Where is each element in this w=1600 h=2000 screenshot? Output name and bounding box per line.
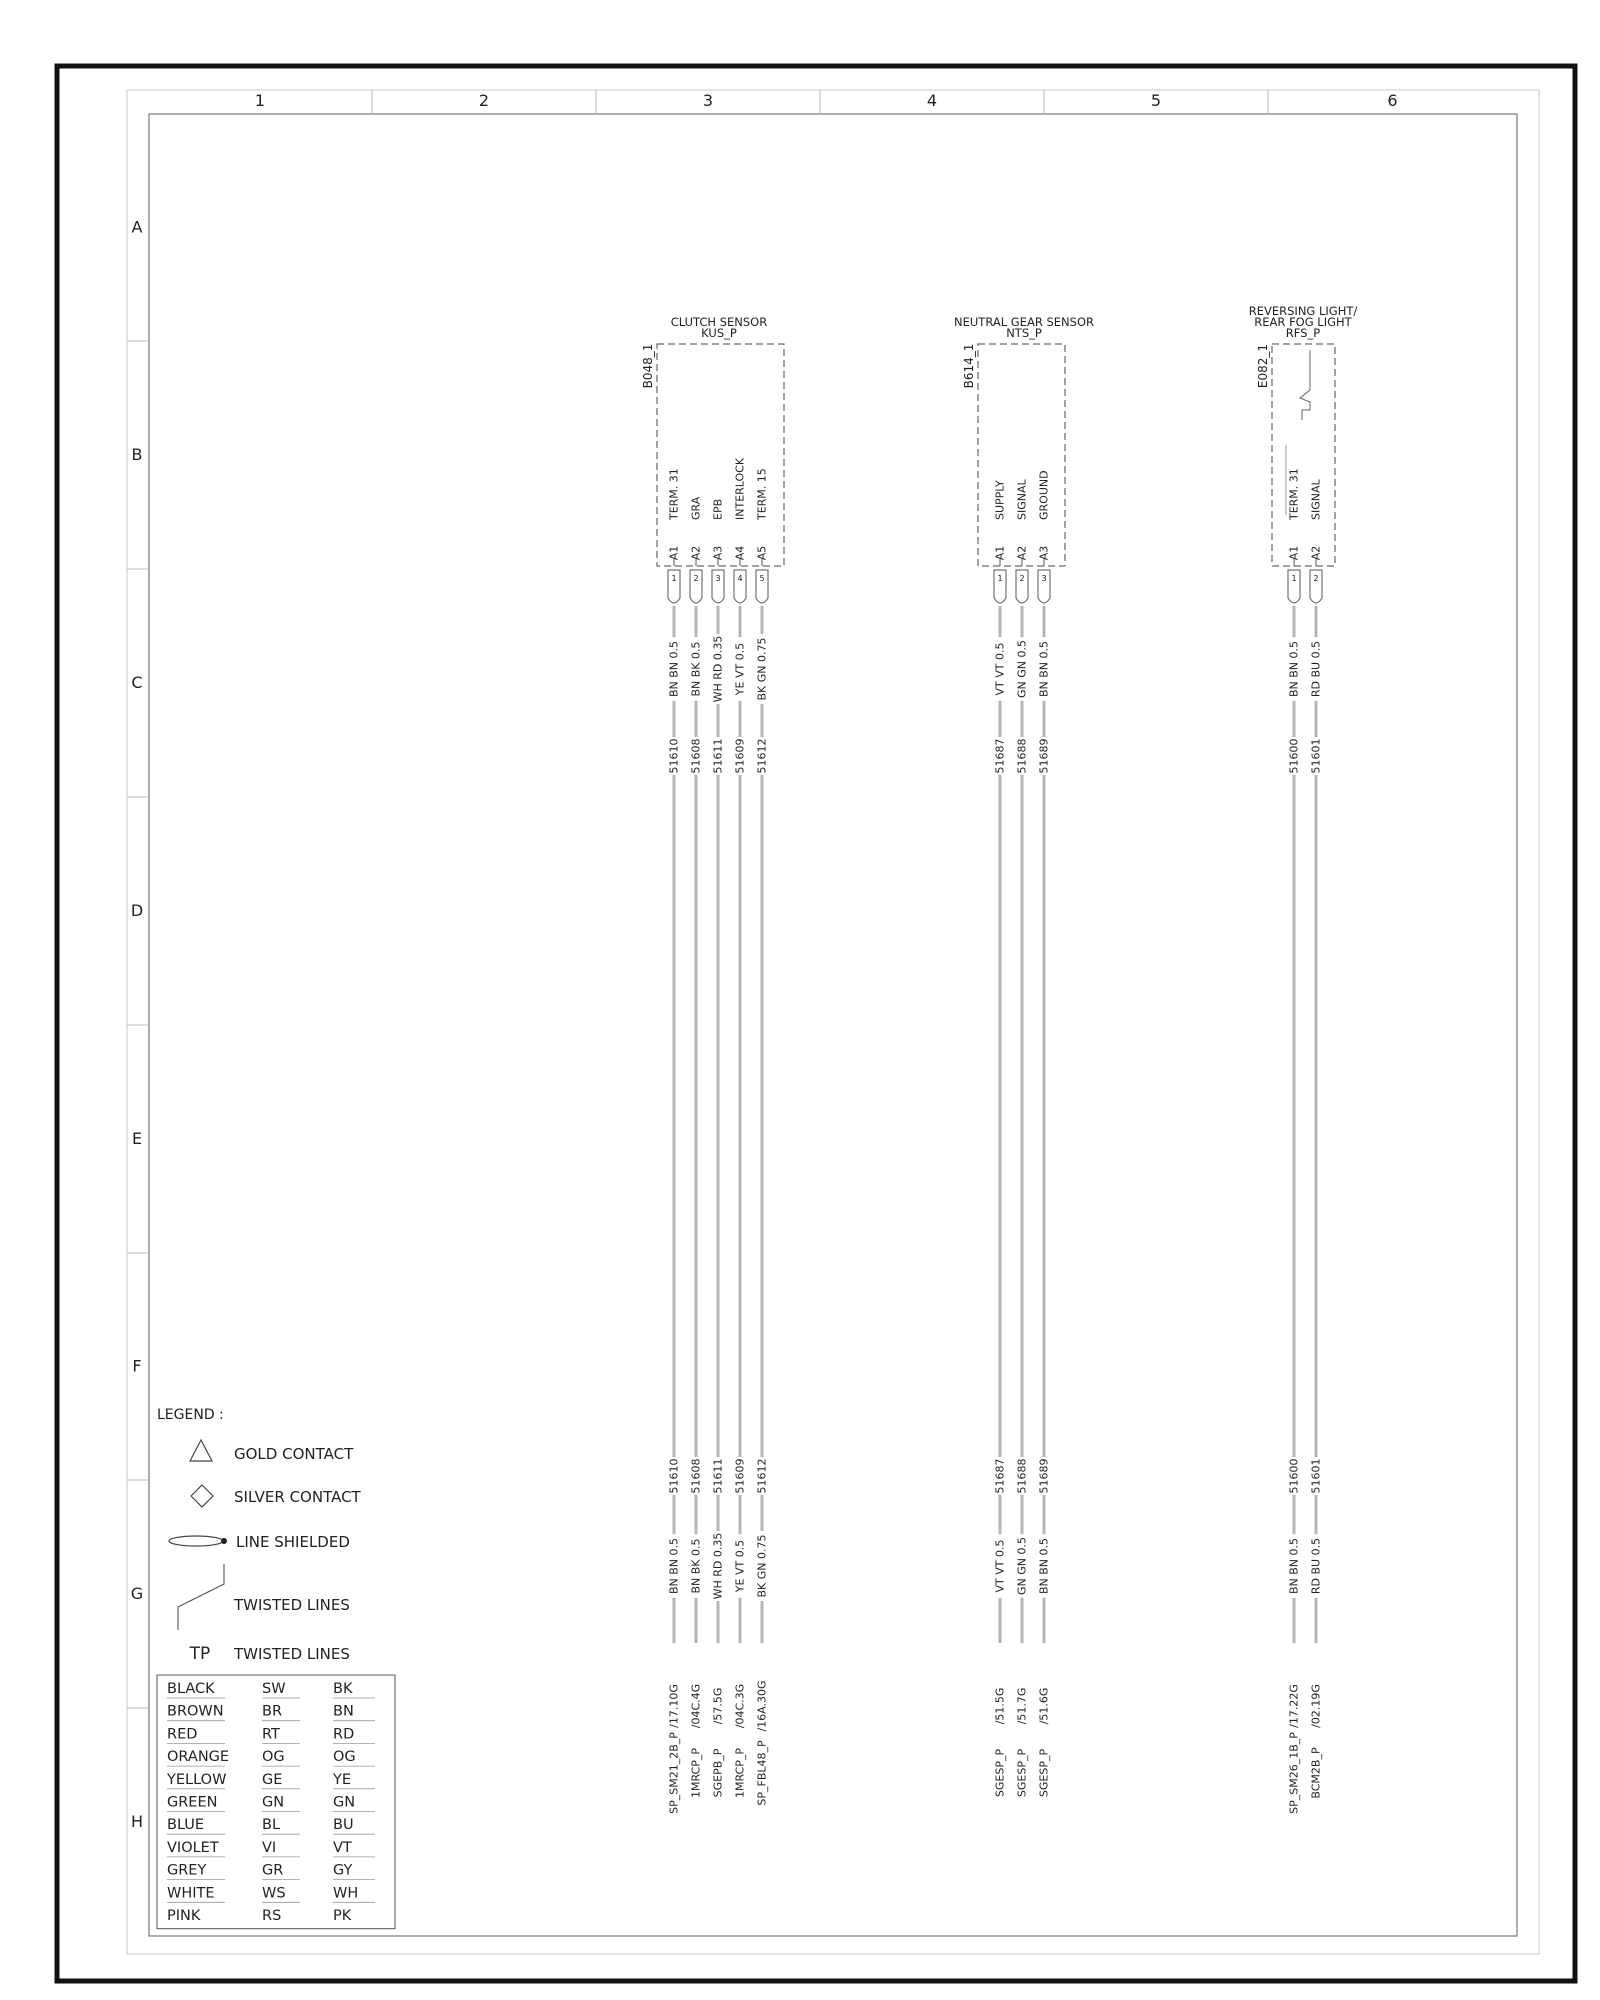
pin-a1	[993, 480, 1007, 1797]
wire-spec: BN BK 0.5	[689, 1538, 703, 1594]
color-code-german: OG	[262, 1749, 285, 1766]
terminal-number: 3	[1041, 574, 1047, 583]
color-code-english: PK	[333, 1908, 352, 1924]
color-name: YELLOW	[167, 1771, 227, 1788]
reference-destination: SGESP_P	[1037, 1748, 1051, 1798]
color-code-english: WH	[333, 1885, 359, 1902]
circuit-number: 51687	[993, 1458, 1007, 1494]
color-name: GREEN	[167, 1794, 218, 1811]
legend-label: TWISTED LINES	[234, 1596, 350, 1614]
switch-symbol	[1300, 350, 1310, 420]
row-label: G	[130, 1584, 144, 1603]
circuit-number: 51687	[993, 738, 1007, 774]
color-code-english: GY	[333, 1862, 353, 1879]
circuit-number: 51609	[733, 1458, 747, 1494]
color-code-english: BU	[333, 1817, 354, 1834]
pin-label: A1	[993, 545, 1007, 561]
color-code-german: GR	[262, 1862, 284, 1879]
color-row	[166, 1772, 375, 1789]
column-label: 2	[478, 91, 490, 110]
pin-label: A2	[1309, 545, 1323, 561]
color-code-german: WS	[262, 1885, 286, 1902]
pin-label: A3	[711, 545, 725, 561]
reference-destination: BCM2B_P	[1309, 1747, 1323, 1799]
pin-a2	[689, 496, 703, 1798]
reference-page: /51.5G	[993, 1687, 1007, 1725]
wire-spec: YE VT 0.5	[733, 1539, 747, 1593]
pin-label: A2	[1015, 545, 1029, 561]
circuit-number: 51611	[711, 1458, 725, 1494]
wire-spec: VT VT 0.5	[993, 642, 1007, 696]
color-name: VIOLET	[167, 1839, 219, 1856]
color-code-german: VI	[262, 1839, 277, 1856]
legend-item-diamond	[191, 1485, 362, 1507]
component-box	[1272, 344, 1335, 566]
circuit-number: 51688	[1015, 1458, 1029, 1494]
color-row	[167, 1795, 375, 1812]
wire-spec: BK GN 0.75	[755, 637, 769, 701]
wire-spec: BN BN 0.5	[1037, 1537, 1051, 1595]
circuit-number: 51611	[711, 738, 725, 774]
component-ref: B048_1	[641, 343, 655, 389]
legend-label: GOLD CONTACT	[234, 1445, 354, 1463]
column-label: 5	[1150, 91, 1162, 110]
color-name: BLUE	[167, 1817, 205, 1834]
twisted-lines-symbol	[178, 1564, 224, 1630]
wire-spec: YE VT 0.5	[733, 642, 747, 696]
color-code-german: BL	[262, 1817, 281, 1834]
terminal-number: 1	[997, 574, 1003, 583]
terminal-number: 5	[759, 574, 765, 583]
terminal-number: 1	[1291, 574, 1297, 583]
circuit-number: 51610	[667, 1458, 681, 1494]
circuit-number: 51601	[1309, 1458, 1323, 1494]
column-label: 6	[1387, 91, 1398, 110]
color-code-english: OG	[333, 1749, 356, 1766]
twisted-pair-code: TP	[189, 1644, 211, 1664]
pin-label: A2	[689, 545, 703, 561]
drawing-border	[149, 114, 1517, 1936]
column-label: 3	[702, 91, 714, 110]
color-row	[167, 1681, 375, 1698]
circuit-number: 51612	[755, 738, 769, 774]
components	[641, 304, 1357, 1814]
wire-spec: BN BN 0.5	[667, 1537, 681, 1595]
pin-label: A1	[667, 545, 681, 561]
color-row	[167, 1840, 375, 1857]
legend-label: TWISTED LINES	[234, 1645, 350, 1663]
color-code-english: BK	[333, 1681, 353, 1697]
component-title: NEUTRAL GEAR SENSOR	[954, 315, 1094, 329]
color-code-german: RS	[262, 1908, 282, 1924]
legend-title: LEGEND :	[157, 1407, 224, 1423]
reference-page: /04C.3G	[733, 1683, 747, 1729]
circuit-number: 51689	[1037, 738, 1051, 774]
pin-a2	[1015, 478, 1029, 1797]
row-label: D	[130, 901, 144, 920]
column-label: 1	[254, 91, 266, 110]
silver-contact-symbol	[191, 1485, 213, 1507]
color-row	[167, 1908, 352, 1924]
row-label: H	[130, 1812, 144, 1831]
component-box	[978, 344, 1065, 566]
circuit-number: 51608	[689, 738, 703, 774]
reference-page: /04C.4G	[689, 1683, 703, 1729]
reference-destination: SP_FBL48_P	[755, 1740, 769, 1806]
component-b614_1	[954, 315, 1094, 1797]
terminal-number: 1	[671, 574, 677, 583]
reference-destination: SGESP_P	[1015, 1748, 1029, 1798]
reference-destination: SP_SM26_1B_P	[1287, 1732, 1301, 1814]
wire-spec: BK GN 0.75	[755, 1534, 769, 1598]
reference-destination: SP_SM21_2B_P	[667, 1732, 681, 1814]
reference-page: /02.19G	[1309, 1684, 1323, 1728]
pin-label: A5	[755, 545, 769, 561]
pin-function: GRA	[689, 496, 703, 520]
color-name: RED	[167, 1726, 198, 1743]
color-row	[167, 1817, 375, 1834]
color-name: GREY	[167, 1862, 207, 1879]
pin-label: A1	[1287, 545, 1301, 561]
pin-label: A4	[733, 545, 747, 561]
reference-page: /16A.30G	[755, 1680, 769, 1732]
wire-spec: BN BK 0.5	[689, 641, 703, 697]
terminal-number: 4	[737, 574, 743, 583]
circuit-number: 51689	[1037, 1458, 1051, 1494]
pin-function: TERM. 31	[667, 468, 681, 520]
legend-item-shield	[169, 1533, 350, 1551]
wire-spec: BN BN 0.5	[1287, 1537, 1301, 1595]
component-ref: B614_1	[962, 343, 976, 389]
pin-function: GROUND	[1037, 470, 1051, 520]
pin-a1	[1287, 468, 1301, 1814]
color-name: ORANGE	[167, 1749, 230, 1766]
color-code-english: YE	[333, 1771, 352, 1788]
reference-page: /17.22G	[1287, 1684, 1301, 1728]
reference-destination: 1MRCP_P	[689, 1747, 703, 1799]
circuit-number: 51688	[1015, 738, 1029, 774]
wire-spec: BN BN 0.5	[1037, 640, 1051, 698]
pin-a3	[1037, 470, 1051, 1797]
wire-color-table	[157, 1675, 395, 1929]
component-ref: E082_1	[1256, 343, 1270, 389]
color-row	[167, 1726, 375, 1743]
component-title: NTS_P	[1006, 326, 1042, 340]
pin-function: SIGNAL	[1015, 479, 1029, 520]
margin-border	[127, 90, 1539, 1954]
reference-page: /17.10G	[667, 1684, 681, 1728]
color-code-german: SW	[262, 1681, 286, 1697]
color-row	[167, 1885, 375, 1902]
pin-function: INTERLOCK	[733, 457, 747, 520]
terminal-number: 2	[1019, 574, 1025, 583]
circuit-number: 51601	[1309, 738, 1323, 774]
shield-dot	[221, 1538, 227, 1544]
reference-page: /51.7G	[1015, 1687, 1029, 1725]
color-name: WHITE	[167, 1885, 215, 1902]
component-title: REVERSING LIGHT/	[1248, 304, 1358, 318]
legend-item-triangle	[190, 1440, 354, 1463]
component-title: KUS_P	[701, 326, 737, 340]
gold-contact-symbol	[190, 1440, 212, 1461]
color-row	[167, 1863, 375, 1880]
circuit-number: 51612	[755, 1458, 769, 1494]
row-label: A	[131, 217, 143, 237]
circuit-number: 51609	[733, 738, 747, 774]
row-label: C	[131, 673, 143, 692]
reference-page: /57.5G	[711, 1687, 725, 1725]
color-row	[167, 1749, 375, 1766]
color-row	[167, 1704, 375, 1721]
wire-spec: RD BU 0.5	[1309, 640, 1323, 698]
color-name: BLACK	[167, 1681, 215, 1697]
row-label: F	[132, 1356, 142, 1376]
legend-item-twist	[178, 1564, 350, 1630]
circuit-number: 51608	[689, 1458, 703, 1494]
color-code-english: BN	[333, 1703, 354, 1720]
pin-a1	[667, 468, 681, 1814]
pin-a3	[711, 499, 725, 1798]
circuit-number: 51610	[667, 738, 681, 774]
terminal-number: 2	[693, 574, 699, 583]
color-code-german: RT	[262, 1726, 280, 1743]
legend-item-tp	[189, 1644, 350, 1664]
component-title: RFS_P	[1285, 326, 1321, 340]
color-code-english: VT	[333, 1839, 352, 1856]
wire-spec: BN BN 0.5	[1287, 640, 1301, 698]
pin-a5	[755, 468, 769, 1805]
wire-spec: WH RD 0.35	[711, 635, 725, 703]
shield-symbol	[169, 1536, 223, 1546]
color-name: BROWN	[167, 1703, 224, 1720]
pin-function: SIGNAL	[1309, 479, 1323, 520]
reference-destination: 1MRCP_P	[733, 1747, 747, 1799]
terminal-number: 2	[1313, 574, 1319, 583]
legend	[157, 1407, 362, 1664]
pin-function: TERM. 31	[1287, 468, 1301, 520]
wire-spec: GN GN 0.5	[1015, 640, 1029, 698]
pin-a4	[733, 457, 747, 1798]
wire-spec: GN GN 0.5	[1015, 1537, 1029, 1595]
component-b048_1	[641, 315, 784, 1814]
wire-spec: WH RD 0.35	[711, 1532, 725, 1600]
terminal-number: 3	[715, 574, 721, 583]
reference-destination: SGESP_P	[993, 1748, 1007, 1798]
reference-destination: SGEPB_P	[711, 1748, 725, 1798]
component-title: CLUTCH SENSOR	[670, 315, 768, 329]
pin-function: EPB	[711, 498, 725, 520]
wire-spec: BN BN 0.5	[667, 640, 681, 698]
row-label: B	[131, 445, 143, 464]
wire-spec: RD BU 0.5	[1309, 1537, 1323, 1595]
component-e082_1	[1249, 304, 1358, 1814]
reference-page: /51.6G	[1037, 1687, 1051, 1725]
component-box	[657, 344, 784, 566]
color-code-german: GE	[262, 1771, 283, 1788]
column-label: 4	[926, 91, 938, 110]
component-title: REAR FOG LIGHT	[1254, 315, 1352, 329]
circuit-number: 51600	[1287, 1458, 1301, 1494]
pin-function: SUPPLY	[993, 480, 1007, 520]
color-code-english: RD	[333, 1726, 355, 1743]
legend-label: LINE SHIELDED	[236, 1533, 350, 1551]
legend-label: SILVER CONTACT	[234, 1488, 361, 1506]
wire-spec: VT VT 0.5	[993, 1539, 1007, 1593]
color-name: PINK	[167, 1908, 201, 1924]
pin-label: A3	[1037, 545, 1051, 561]
color-code-german: BR	[262, 1703, 283, 1720]
color-code-german: GN	[262, 1794, 285, 1811]
pin-function: TERM. 15	[755, 468, 769, 520]
row-label: E	[131, 1129, 143, 1148]
circuit-number: 51600	[1287, 738, 1301, 774]
color-code-english: GN	[333, 1794, 356, 1811]
pin-a2	[1309, 478, 1323, 1798]
